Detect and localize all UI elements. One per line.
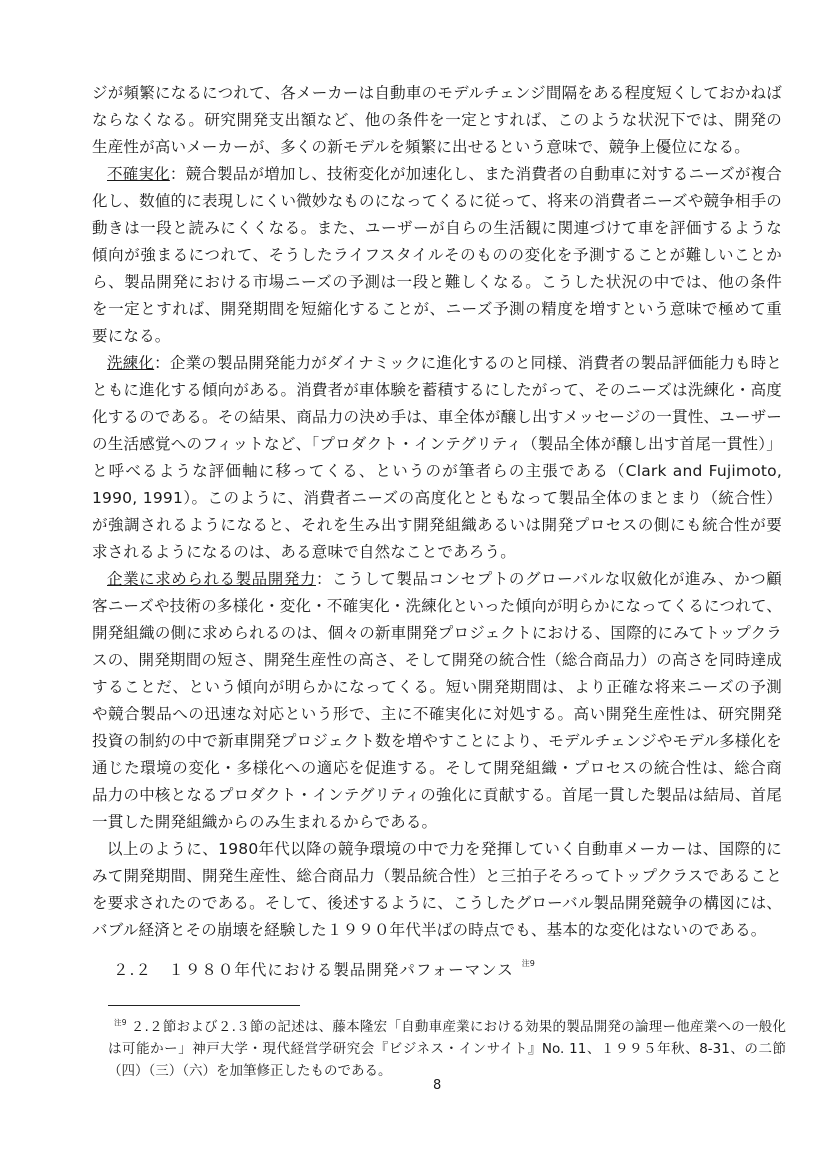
paragraph-uncertainty	[92, 161, 782, 350]
term-required-capability: 企業に求められる製品開発力	[107, 570, 316, 588]
paragraph-continuation	[92, 80, 782, 161]
footnote-text: ２.２節および２.３節の記述は、藤本隆宏「自動車産業における効果的製品開発の論理ー他産業への一般化は可能かー」神戸大学・現代経営学研究会『ビジネス・インサイト』No. 11、１９９５年秋、8-31、の二節（四）（三）（六）を加筆修正したものである。	[108, 1019, 786, 1079]
footnote	[108, 1012, 786, 1082]
footnote-mark: 注9	[114, 1018, 127, 1027]
section-heading	[113, 958, 535, 980]
paragraph-text: ジが頻繁になるにつれて、各メーカーは自動車のモデルチェンジ間隔をある程度短くしておかねばならなくなる。研究開発支出額など、他の条件を一定とすれば、このような状況下では、開発の生産性が高いメーカーが、多くの新モデルを頻繁に出せるという意味で、競争上優位になる。	[92, 84, 782, 156]
paragraph-text: ：企業の製品開発能力がダイナミックに進化するのと同様、消費者の製品評価能力も時とともに進化する傾向がある。消費者が車体験を蓄積するにしたがって、そのニーズは洗練化・高度化するのである。その結果、商品力の決め手は、車全体が醸し出すメッセージの一貫性、ユーザーの生活感覚へのフィットなど、「プロダクト・インテグリティ（製品全体が醸し出す首尾一貫性）」と呼べるような評価軸に移ってくる、というのが筆者らの主張である（Clark and Fujimoto, 1990, 1991）。このように、消費者ニーズの高度化とともなって製品全体のまとまり（統合性）が強調されるようになると、それを生み出す開発組織あるいは開発プロセスの側にも統合性が要求されるようになるのは、ある意味で自然なことであろう。	[92, 354, 782, 561]
page-number: 8	[433, 1078, 442, 1093]
body-text	[92, 80, 782, 944]
paragraph-text: 以上のように、1980年代以降の競争環境の中で力を発揮していく自動車メーカーは、国際的にみて開発期間、開発生産性、総合商品力（製品統合性）と三拍子そろってトップクラスであることを要求されたのである。そして、後述するように、こうしたグローバル製品開発競争の構図には、バブル経済とその崩壊を経験した１９９０年代半ばの時点でも、基本的な変化はないのである。	[92, 840, 782, 939]
footnote-divider	[108, 1005, 300, 1006]
paragraph-conclusion	[92, 836, 782, 944]
term-uncertainty: 不確実化	[107, 165, 170, 183]
term-refinement: 洗練化	[107, 354, 155, 372]
footnote-reference[interactable]: 注9	[521, 959, 535, 968]
section-heading-text: ２.２ １９８０年代における製品開発パフォーマンス	[113, 961, 514, 979]
paragraph-text: ：こうして製品コンセプトのグローバルな収斂化が進み、かつ顧客ニーズや技術の多様化・変化・不確実化・洗練化といった傾向が明らかになってくるにつれて、開発組織の側に求められるのは、個々の新車開発プロジェクトにおける、国際的にみてトップクラスの、開発期間の短さ、開発生産性の高さ、そして開発の統合性（総合商品力）の高さを同時達成することだ、という傾向が明らかになってくる。短い開発期間は、より正確な将来ニーズの予測や競合製品への迅速な対応という形で、主に不確実化に対処する。高い開発生産性は、研究開発投資の制約の中で新車開発プロジェクト数を増やすことにより、モデルチェンジやモデル多様化を通じた環境の変化・多様化への適応を促進する。そして開発組織・プロセスの統合性は、総合商品力の中核となるプロダクト・インテグリティの強化に貢献する。首尾一貫した製品は結局、首尾一貫した開発組織からのみ生まれるからである。	[92, 570, 782, 831]
paragraph-text: ：競合製品が増加し、技術変化が加速化し、また消費者の自動車に対するニーズが複合化し、数値的に表現しにくい微妙なものになってくるに従って、将来の消費者ニーズや競争相手の動きは一段と読みにくくなる。また、ユーザーが自らの生活観に関連づけて車を評価するような傾向が強まるにつれて、そうしたライフスタイルそのものの変化を予測することが難しいことから、製品開発における市場ニーズの予測は一段と難しくなる。こうした状況の中では、他の条件を一定とすれば、開発期間を短縮化することが、ニーズ予測の精度を増すという意味で極めて重要になる。	[92, 165, 782, 345]
paragraph-required-capability	[92, 566, 782, 836]
paragraph-refinement	[92, 350, 782, 566]
